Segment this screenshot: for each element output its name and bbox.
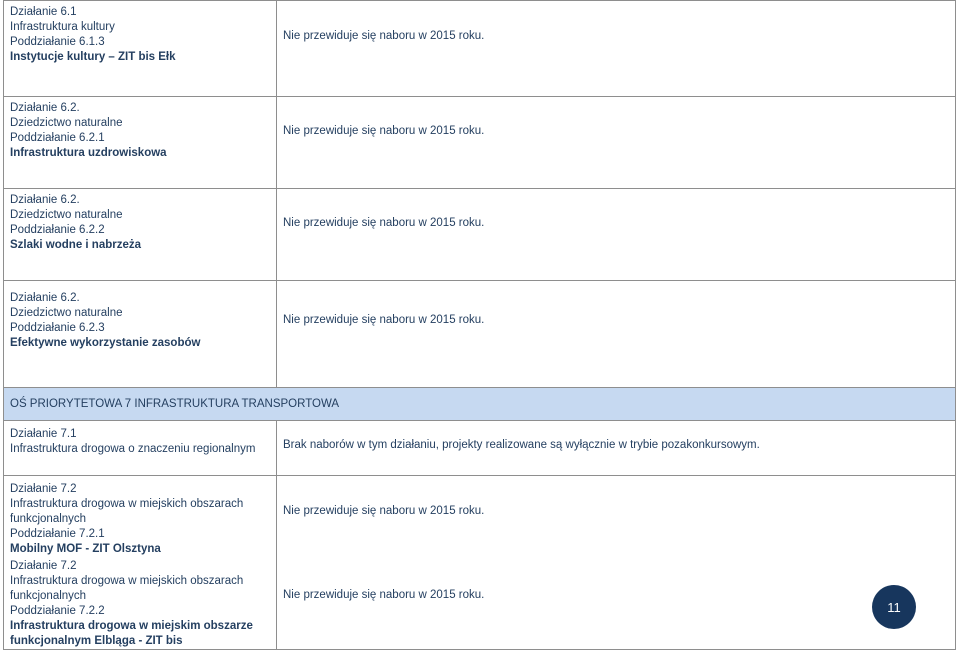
action-line: Infrastruktura drogowa o znaczeniu regionalnym [10, 443, 256, 455]
action-cell [4, 1, 277, 97]
status-cell [277, 476, 956, 650]
action-line-title: Mobilny MOF - ZIT Olsztyna [10, 543, 161, 555]
action-line-title: Efektywne wykorzystanie zasobów [10, 337, 201, 349]
action-cell [4, 476, 277, 650]
status-split [283, 476, 955, 644]
section-header-row [4, 388, 956, 421]
actions-table [3, 0, 956, 650]
action-cell [4, 189, 277, 281]
action-line: Dziedzictwo naturalne [10, 307, 123, 319]
action-line-title: Infrastruktura uzdrowiskowa [10, 147, 167, 159]
action-line-title: Infrastruktura drogowa w miejskim obszarze [10, 620, 253, 632]
action-line: Infrastruktura kultury [10, 21, 115, 33]
action-line: Działanie 6.2. [10, 292, 80, 304]
status-cell [277, 189, 956, 281]
table-row [4, 97, 956, 189]
action-line: Dziedzictwo naturalne [10, 117, 123, 129]
status-text: Nie przewiduje się naboru w 2015 roku. [283, 589, 485, 601]
action-line: funkcjonalnych [10, 513, 87, 525]
action-line: Poddziałanie 6.1.3 [10, 36, 105, 48]
action-line: Działanie 6.2. [10, 194, 80, 206]
status-cell [277, 421, 956, 476]
page-number-badge: 11 [872, 585, 916, 629]
action-line-title: Szlaki wodne i nabrzeża [10, 239, 142, 251]
table-row [4, 189, 956, 281]
action-cell [4, 281, 277, 388]
status-text: Brak naborów w tym działaniu, projekty realizowane są wyłącznie w trybie pozakonkursowym. [283, 439, 760, 451]
status-text: Nie przewiduje się naboru w 2015 roku. [283, 505, 485, 517]
table-row [4, 476, 956, 650]
status-cell [277, 281, 956, 388]
table-row [4, 281, 956, 388]
action-line-title: Instytucje kultury – ZIT bis Ełk [10, 51, 176, 63]
action-line: Poddziałanie 7.2.1 [10, 528, 105, 540]
action-cell [4, 421, 277, 476]
status-text: Nie przewiduje się naboru w 2015 roku. [283, 217, 485, 229]
table-row [4, 421, 956, 476]
table-row [4, 1, 956, 97]
action-line: funkcjonalnych [10, 590, 87, 602]
action-line: Poddziałanie 7.2.2 [10, 605, 105, 617]
status-cell [277, 1, 956, 97]
status-text: Nie przewiduje się naboru w 2015 roku. [283, 30, 485, 42]
action-line: Działanie 6.2. [10, 102, 80, 114]
action-line: Infrastruktura drogowa w miejskich obszarach [10, 575, 244, 587]
action-line-title: funkcjonalnym Elbląga - ZIT bis [10, 635, 183, 647]
action-line: Poddziałanie 6.2.1 [10, 132, 105, 144]
action-line: Działanie 7.2 [10, 560, 77, 572]
action-line: Działanie 7.2 [10, 483, 77, 495]
action-line: Infrastruktura drogowa w miejskich obszarach [10, 498, 244, 510]
status-text: Nie przewiduje się naboru w 2015 roku. [283, 314, 485, 326]
status-text: Nie przewiduje się naboru w 2015 roku. [283, 125, 485, 137]
action-line: Działanie 7.1 [10, 428, 77, 440]
action-cell [4, 97, 277, 189]
status-cell [277, 97, 956, 189]
action-line: Działanie 6.1 [10, 6, 77, 18]
action-line: Dziedzictwo naturalne [10, 209, 123, 221]
action-line: Poddziałanie 6.2.2 [10, 224, 105, 236]
priority-axis-header: OŚ PRIORYTETOWA 7 INFRASTRUKTURA TRANSPORTOWA [4, 388, 956, 421]
action-line: Poddziałanie 6.2.3 [10, 322, 105, 334]
